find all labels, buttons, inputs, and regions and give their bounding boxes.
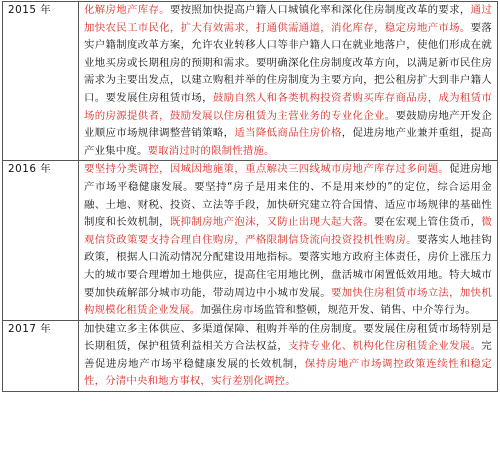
- highlighted-text: 通过加快农民工市民化，扩大有效需求，打通供需通道，消化库存，稳定房地产市场。: [84, 4, 492, 34]
- year-cell: 2017 年: [3, 320, 79, 391]
- body-text: 要鼓励房地产开发企业顺应市场规律调整营销策略，: [84, 109, 492, 140]
- highlighted-text: 要加快住房租赁市场立法，加快机构规模化租赁企业发展。: [84, 286, 492, 317]
- year-cell: 2015 年: [3, 2, 79, 161]
- highlighted-text: 既抑制房地产泡沫，又防止出现大起大落。: [169, 216, 374, 229]
- body-text: 促进房地产市场平稳健康发展。要坚持“房子是用来住的、不是用来炒的”的定位，综合运用金融、土地、财税、投资、立法等手段，加快研究建立符合国情、适应市场规律的基础性制度和长效机制，: [84, 163, 492, 229]
- policy-text-cell: [79, 161, 498, 320]
- highlighted-text: 要坚持分类调控，因城因地施策，重点解决三四线城市房地产库存过多问题。: [84, 163, 450, 176]
- body-text: 加强住房市场监管和整顿，规范开发、销售、中介等行为。: [200, 304, 476, 317]
- body-text: 要按照加快提高户籍人口城镇化率和深化住房制度改革的要求，: [169, 4, 471, 16]
- policy-text-cell: [79, 320, 498, 391]
- body-text: ，促进房地产业兼并重组，提高产业集中度。: [84, 127, 492, 157]
- highlighted-text: 保持房地产市场调控政策连续性和稳定性，分清中央和地方事权，实行差别化调控。: [84, 357, 492, 388]
- highlighted-text: 微观信贷政策要支持合理自住购房，严格限制信贷流向投资投机性购房。: [84, 216, 492, 246]
- policy-text-cell: [79, 2, 498, 161]
- policy-table: [2, 1, 498, 392]
- year-cell: 2016 年: [3, 161, 79, 320]
- highlighted-text: 支持专业化、机构化住房租赁企业发展。: [288, 340, 482, 353]
- highlighted-text: 化解房地产库存。: [84, 4, 170, 16]
- highlighted-text: 要取消过时的限制性措施。: [147, 144, 275, 157]
- body-text: 要落实人地挂钩政策，根据人口流动情况分配建设用地指标。要落实地方政府主体责任，房价上涨压力大的城市要合理增加土地供应，提高住宅用地比例，盘活城市闲置低效用地。特大城市要加快疏解部分城市功能，带动周边中小城市发展。: [84, 233, 492, 299]
- body-text: 加快建立多主体供应、多渠道保障、租购并举的住房制度。要发展住房租赁市场特别是长期租赁，保护租赁利益相关方合法权益，: [84, 322, 492, 353]
- highlighted-text: 鼓励自然人和各类机构投资者购买库存商品房，成为租赁市场的房源提供者，鼓励发展以住房租赁为主营业务的专业化企业。: [84, 91, 492, 122]
- body-text: 要在宏观上管住货币，: [373, 216, 482, 229]
- table-row: [3, 320, 498, 391]
- body-text: 完善促进房地产市场平稳健康发展的长效机制，: [84, 340, 492, 370]
- table-row: [3, 2, 498, 161]
- body-text: 要落实户籍制度改革方案，允许农业转移人口等非户籍人口在就业地落户，使他们形成在就业地买房或长期租房的预期和需求。要明确深化住房制度改革方向，以满足新市民住房需求为主要出发点，以建立购租并举的住房制度为主要方向，把公租房扩大到非户籍人口。要发展住房租赁市场，: [84, 21, 492, 104]
- highlighted-text: 适当降低商品住房价格: [234, 127, 342, 140]
- table-row: [3, 161, 498, 320]
